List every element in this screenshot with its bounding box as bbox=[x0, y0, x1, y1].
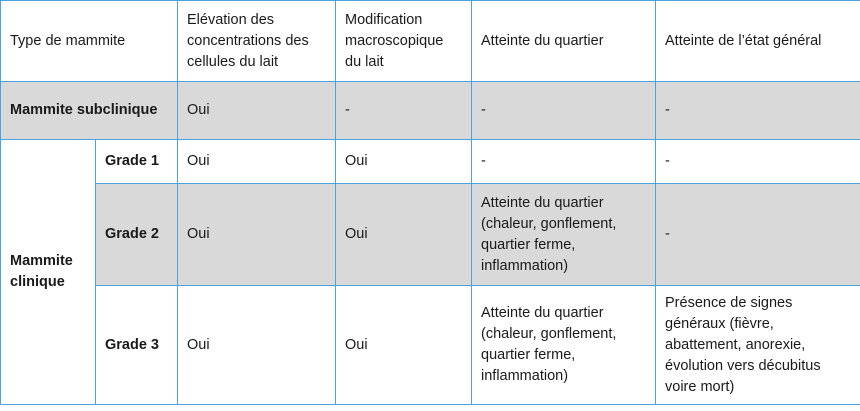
table-cell: - bbox=[656, 82, 860, 140]
header-cell-quarter: Atteinte du quartier bbox=[472, 1, 656, 82]
table-cell: Oui bbox=[336, 184, 472, 286]
table-row-grade-3 bbox=[1, 286, 860, 405]
table-cell: Oui bbox=[178, 140, 336, 184]
grade-label: Grade 2 bbox=[96, 184, 178, 286]
grade-label: Grade 3 bbox=[96, 286, 178, 405]
row-label-subclinical: Mammite subclinique bbox=[1, 82, 178, 140]
table-cell: - bbox=[472, 82, 656, 140]
table-cell: Présence de signes généraux (fièvre, abattement, anorexie, évolution vers décubitus voire mort) bbox=[656, 286, 860, 405]
table-cell: - bbox=[656, 140, 860, 184]
row-label-clinical: Mammite clinique bbox=[1, 140, 96, 405]
table-cell: Atteinte du quartier (chaleur, gonflement, quartier ferme, inflammation) bbox=[472, 286, 656, 405]
table-cell: Oui bbox=[178, 82, 336, 140]
header-row bbox=[1, 1, 860, 82]
table-cell: Oui bbox=[336, 140, 472, 184]
header-cell-macroscopic: Modification macroscopique du lait bbox=[336, 1, 472, 82]
table-cell: Atteinte du quartier (chaleur, gonflement, quartier ferme, inflammation) bbox=[472, 184, 656, 286]
header-cell-type: Type de mammite bbox=[1, 1, 178, 82]
header-cell-general-state: Atteinte de l’état général bbox=[656, 1, 860, 82]
table-cell: - bbox=[472, 140, 656, 184]
table-row-grade-2 bbox=[1, 184, 860, 286]
table-cell: - bbox=[656, 184, 860, 286]
grade-label: Grade 1 bbox=[96, 140, 178, 184]
table-row-subclinical bbox=[1, 82, 860, 140]
table-cell: Oui bbox=[178, 286, 336, 405]
table-row-grade-1 bbox=[1, 140, 860, 184]
table-cell: - bbox=[336, 82, 472, 140]
table-cell: Oui bbox=[178, 184, 336, 286]
header-cell-cells: Elévation des concentrations des cellules du lait bbox=[178, 1, 336, 82]
table-cell: Oui bbox=[336, 286, 472, 405]
